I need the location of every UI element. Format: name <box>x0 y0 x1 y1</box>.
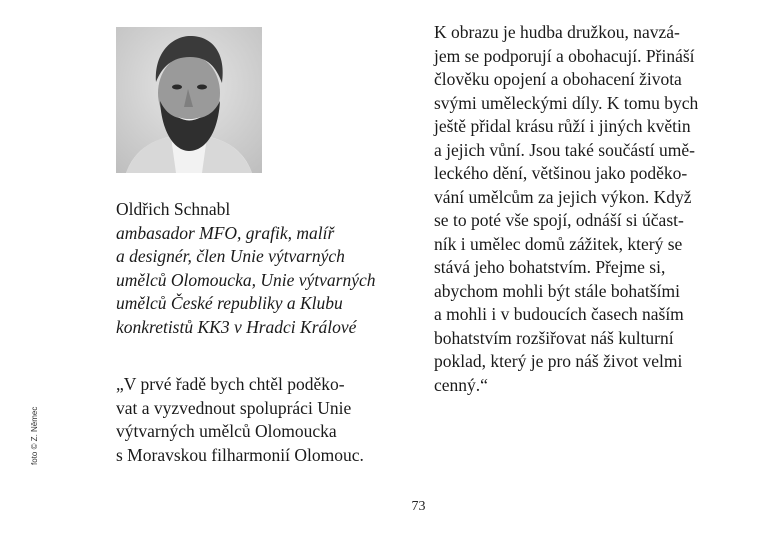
quote-line: svými uměleckými díly. K tomu bych <box>434 92 699 113</box>
quote-line: bohatstvím rozšiřovat náš kulturní <box>434 327 674 348</box>
quote-line: poklad, který je pro náš život velmi <box>434 351 683 371</box>
quote-line: se to poté vše spojí, odnáší si účast- <box>434 210 684 230</box>
quote-line: K obrazu je hudba družkou, navzá- <box>434 22 680 42</box>
role-line: umělců České republiky a Klubu <box>116 293 343 313</box>
quote-line: „V prvé řadě bych chtěl poděko- <box>116 374 345 394</box>
role-line: umělců Olomoucka, Unie výtvarných <box>116 269 376 290</box>
person-caption <box>116 198 416 339</box>
quote-line: ník i umělec domů zážitek, který se <box>434 233 683 254</box>
quote-line: a mohli i v budoucích časech naším <box>434 304 684 324</box>
role-line: ambasador MFO, grafik, malíř <box>116 222 335 243</box>
quote-line: výtvarných umělců Olomoucka <box>116 421 337 441</box>
role-line: a designér, člen Unie výtvarných <box>116 246 345 266</box>
quote-line: vání umělcům za jejich výkon. Když <box>434 186 692 207</box>
person-role <box>116 222 416 340</box>
role-line: konkretistů KK3 v Hradci Králové <box>116 316 357 337</box>
photo-credit: foto © Z. Němec <box>30 406 39 465</box>
quote-line: člověku opojení a obohacení života <box>434 69 682 89</box>
quote-line: jem se podporují a obohacují. Přináší <box>434 45 695 66</box>
quote-line: abychom mohli být stále bohatšími <box>434 280 680 301</box>
quote-line: stává jeho bohatstvím. Přejme si, <box>434 257 666 277</box>
quote-line: vat a vyzvednout spolupráci Unie <box>116 397 352 418</box>
quote-line: leckého dění, většinou jako poděko- <box>434 163 688 183</box>
quote-line: ještě přidal krásu růží i jiných květin <box>434 116 691 136</box>
quote-right-column <box>434 21 744 397</box>
quote-line: cenný.“ <box>434 374 488 395</box>
quote-line: s Moravskou filharmonií Olomouc. <box>116 444 364 465</box>
portrait-photo <box>116 27 262 173</box>
person-name: Oldřich Schnabl <box>116 199 231 219</box>
quote-line: a jejich vůní. Jsou také součástí umě- <box>434 139 695 160</box>
quote-left-column <box>116 373 416 467</box>
page-number: 73 <box>411 499 426 514</box>
